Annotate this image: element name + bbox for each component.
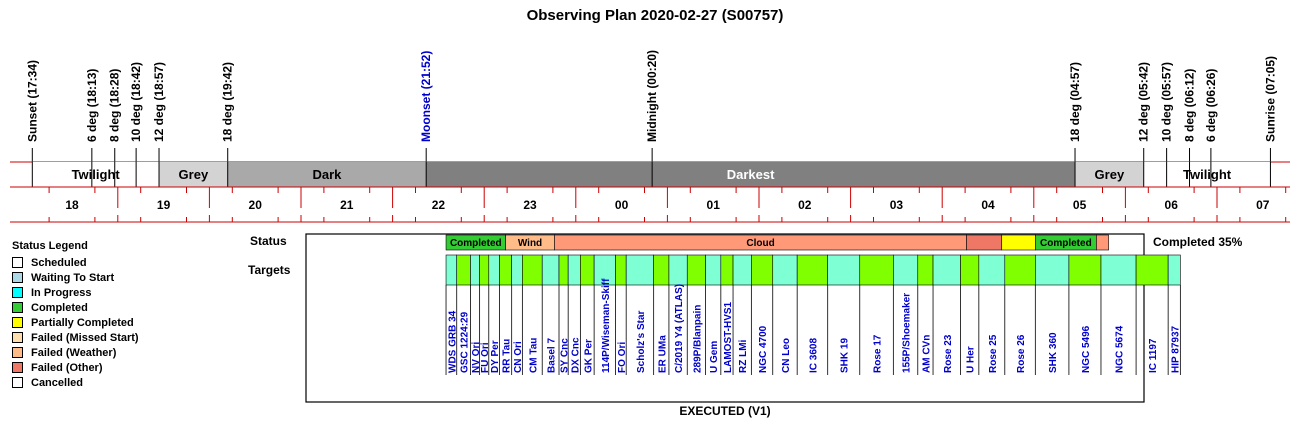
target-block[interactable] bbox=[918, 255, 933, 285]
legend-label: In Progress bbox=[31, 286, 92, 299]
event-label: Midnight (00:20) bbox=[645, 50, 660, 142]
target-name[interactable]: NGC 5674 bbox=[1114, 325, 1126, 373]
footer-label: EXECUTED (V1) bbox=[679, 404, 771, 418]
legend-item bbox=[12, 255, 139, 270]
hour-label: 22 bbox=[431, 198, 446, 212]
target-name[interactable]: WDS GRB 34 bbox=[447, 310, 459, 373]
target-name[interactable]: RZ LMi bbox=[738, 339, 750, 373]
event-label: 8 deg (06:12) bbox=[1182, 68, 1197, 142]
target-name[interactable]: Rose 25 bbox=[987, 334, 999, 373]
target-name[interactable]: IC 1197 bbox=[1148, 338, 1160, 373]
target-block[interactable] bbox=[669, 255, 687, 285]
status-segment bbox=[1002, 235, 1036, 250]
target-name[interactable]: U Gem bbox=[709, 340, 721, 373]
event-label: 8 deg (18:28) bbox=[107, 68, 122, 142]
plan-title: Observing Plan 2020-02-27 (S00757) bbox=[526, 7, 784, 24]
status-segment-label: Cloud bbox=[746, 238, 775, 249]
legend-item bbox=[12, 375, 139, 390]
target-block[interactable] bbox=[1005, 255, 1036, 285]
target-block[interactable] bbox=[687, 255, 705, 285]
target-name[interactable]: CN Leo bbox=[780, 338, 792, 373]
hour-axis bbox=[10, 187, 1300, 222]
legend-swatch bbox=[12, 272, 23, 283]
hour-label: 00 bbox=[614, 198, 629, 212]
target-block[interactable] bbox=[1069, 255, 1101, 285]
target-block[interactable] bbox=[457, 255, 471, 285]
target-block[interactable] bbox=[615, 255, 626, 285]
period-label: Grey bbox=[178, 167, 209, 182]
target-block[interactable] bbox=[706, 255, 721, 285]
targets-row-label: Targets bbox=[248, 263, 291, 277]
period-label: Darkest bbox=[726, 167, 775, 182]
target-block[interactable] bbox=[979, 255, 1005, 285]
target-name[interactable]: Rose 17 bbox=[872, 334, 884, 373]
target-name[interactable]: C/2019 Y4 (ATLAS) bbox=[674, 283, 686, 373]
legend-swatch bbox=[12, 287, 23, 298]
timeline-bar bbox=[10, 162, 1290, 187]
target-block[interactable] bbox=[1035, 255, 1069, 285]
target-block[interactable] bbox=[933, 255, 960, 285]
legend-label: Failed (Other) bbox=[31, 361, 103, 374]
status-segment-label: Wind bbox=[517, 238, 543, 249]
target-name[interactable]: HIP 87937 bbox=[1170, 325, 1182, 373]
target-block[interactable] bbox=[751, 255, 772, 285]
target-block[interactable] bbox=[721, 255, 733, 285]
target-block[interactable] bbox=[893, 255, 917, 285]
legend-item bbox=[12, 300, 139, 315]
target-name[interactable]: RR Tau bbox=[501, 338, 513, 373]
legend-label: Scheduled bbox=[31, 256, 87, 269]
legend-swatch bbox=[12, 362, 23, 373]
target-block[interactable] bbox=[1168, 255, 1180, 285]
legend-label: Failed (Missed Start) bbox=[31, 331, 139, 344]
target-block[interactable] bbox=[828, 255, 860, 285]
target-block[interactable] bbox=[559, 255, 568, 285]
target-block[interactable] bbox=[733, 255, 751, 285]
target-name[interactable]: NV Ori bbox=[471, 341, 483, 373]
event-labels bbox=[25, 50, 1277, 162]
target-block[interactable] bbox=[470, 255, 479, 285]
target-name[interactable]: Rose 23 bbox=[942, 334, 954, 373]
hour-label: 02 bbox=[798, 198, 812, 212]
target-name[interactable]: ER UMa bbox=[657, 335, 669, 373]
target-block[interactable] bbox=[568, 255, 580, 285]
target-name[interactable]: 114P/Wiseman-Skiff bbox=[600, 278, 612, 373]
legend-item bbox=[12, 270, 139, 285]
target-name[interactable]: SHK 360 bbox=[1048, 332, 1060, 373]
target-name[interactable]: U Her bbox=[965, 346, 977, 373]
legend-label: Failed (Weather) bbox=[31, 346, 117, 359]
completion-text: Completed 35% bbox=[1153, 235, 1243, 249]
legend-label: Completed bbox=[31, 301, 88, 314]
hour-label: 18 bbox=[65, 198, 79, 212]
legend-label: Partially Completed bbox=[31, 316, 134, 329]
target-name[interactable]: 289P/Blanpain bbox=[692, 304, 704, 373]
target-name[interactable]: LAMOST-HVS1 bbox=[722, 301, 734, 373]
target-name[interactable]: AM CVn bbox=[921, 334, 933, 373]
target-block[interactable] bbox=[512, 255, 523, 285]
hour-label: 03 bbox=[889, 198, 904, 212]
legend-swatch bbox=[12, 347, 23, 358]
status-segment bbox=[1096, 235, 1108, 250]
legend-swatch bbox=[12, 377, 23, 388]
target-block[interactable] bbox=[480, 255, 489, 285]
target-name[interactable]: Basel 7 bbox=[546, 337, 558, 373]
target-name[interactable]: GK Per bbox=[583, 339, 595, 373]
target-block[interactable] bbox=[542, 255, 559, 285]
target-name[interactable]: NGC 5496 bbox=[1080, 325, 1092, 373]
legend-item bbox=[12, 345, 139, 360]
target-block[interactable] bbox=[1101, 255, 1136, 285]
target-name[interactable]: GSC 1224:29 bbox=[459, 311, 471, 373]
target-name[interactable]: Scholz's Star bbox=[635, 310, 647, 373]
target-name[interactable]: CM Tau bbox=[528, 337, 540, 373]
event-label: Sunrise (07:05) bbox=[1263, 55, 1278, 142]
target-block[interactable] bbox=[499, 255, 511, 285]
legend-swatch bbox=[12, 317, 23, 328]
hour-label: 07 bbox=[1256, 198, 1270, 212]
legend-label: Waiting To Start bbox=[31, 271, 115, 284]
period-label: Twilight bbox=[71, 167, 120, 182]
target-block[interactable] bbox=[860, 255, 894, 285]
status-row-label: Status bbox=[250, 234, 287, 248]
status-segment bbox=[967, 235, 1002, 250]
target-name[interactable]: SY Cnc bbox=[559, 338, 571, 373]
event-label: 18 deg (04:57) bbox=[1068, 61, 1083, 142]
hour-label: 04 bbox=[981, 198, 995, 212]
period-label: Grey bbox=[1094, 167, 1125, 182]
event-label: Sunset (17:34) bbox=[25, 59, 40, 142]
target-block[interactable] bbox=[580, 255, 594, 285]
legend-item bbox=[12, 285, 139, 300]
event-label: 18 deg (19:42) bbox=[220, 61, 235, 142]
event-label: 6 deg (06:26) bbox=[1203, 68, 1218, 142]
status-legend bbox=[12, 240, 139, 390]
status-segment-label: Completed bbox=[449, 238, 502, 249]
event-label: 12 deg (05:42) bbox=[1136, 61, 1151, 142]
legend-item bbox=[12, 315, 139, 330]
event-label: 6 deg (18:13) bbox=[84, 68, 99, 142]
legend-swatch bbox=[12, 302, 23, 313]
hour-label: 21 bbox=[340, 198, 354, 212]
hour-label: 01 bbox=[706, 198, 720, 212]
period-label: Dark bbox=[312, 167, 342, 182]
status-row bbox=[446, 235, 1109, 250]
target-name[interactable]: CN Ori bbox=[513, 341, 525, 373]
target-block[interactable] bbox=[654, 255, 669, 285]
target-block[interactable] bbox=[773, 255, 797, 285]
legend-swatch bbox=[12, 332, 23, 343]
status-legend-title: Status Legend bbox=[12, 240, 88, 252]
target-block[interactable] bbox=[522, 255, 542, 285]
target-name[interactable]: DY Per bbox=[490, 340, 502, 373]
target-name[interactable]: NGC 4700 bbox=[758, 325, 770, 373]
target-name[interactable]: DX Cnc bbox=[570, 337, 582, 373]
event-label: Moonset (21:52) bbox=[419, 50, 434, 142]
event-label: 10 deg (18:42) bbox=[129, 61, 144, 142]
status-segment-label: Completed bbox=[1040, 238, 1092, 249]
event-label: 10 deg (05:57) bbox=[1159, 61, 1174, 142]
target-name[interactable]: IC 3608 bbox=[808, 337, 820, 373]
period-label: Twilight bbox=[1183, 167, 1232, 182]
hour-label: 20 bbox=[248, 198, 262, 212]
target-name[interactable]: Rose 26 bbox=[1016, 334, 1028, 373]
target-name[interactable]: SHK 19 bbox=[839, 337, 851, 373]
legend-item bbox=[12, 330, 139, 345]
event-label: 12 deg (18:57) bbox=[152, 61, 167, 142]
legend-item bbox=[12, 360, 139, 375]
target-name[interactable]: 155P/Shoemaker bbox=[901, 292, 913, 373]
targets-row bbox=[446, 255, 1180, 285]
target-block[interactable] bbox=[1136, 255, 1168, 285]
target-block[interactable] bbox=[626, 255, 653, 285]
hour-label: 19 bbox=[156, 198, 171, 212]
hour-label: 06 bbox=[1164, 198, 1178, 212]
target-names bbox=[446, 278, 1181, 375]
hour-label: 23 bbox=[523, 198, 537, 212]
legend-label: Cancelled bbox=[31, 376, 83, 389]
target-block[interactable] bbox=[489, 255, 500, 285]
hour-label: 05 bbox=[1072, 198, 1087, 212]
target-block[interactable] bbox=[797, 255, 828, 285]
target-block[interactable] bbox=[446, 255, 457, 285]
target-block[interactable] bbox=[961, 255, 979, 285]
legend-swatch bbox=[12, 257, 23, 268]
target-name[interactable]: FU Ori bbox=[480, 342, 492, 373]
target-name[interactable]: FO Ori bbox=[616, 341, 628, 373]
